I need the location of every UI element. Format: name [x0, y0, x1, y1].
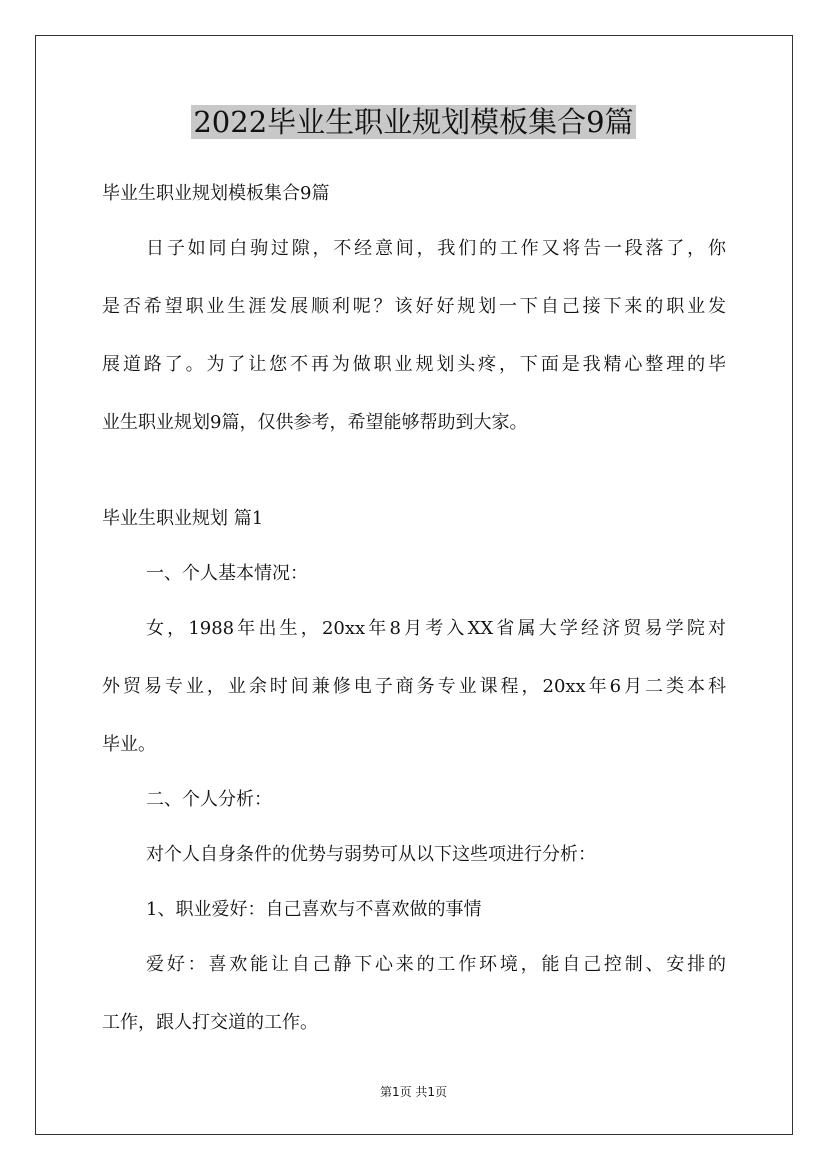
intro-line: 展道路了。为了让您不再为做职业规划头疼，下面是我精心整理的毕 — [102, 354, 726, 375]
subtitle: 毕业生职业规划模板集合9篇 — [102, 183, 330, 204]
document-title-text: 2022毕业生职业规划模板集合9篇 — [193, 105, 634, 139]
item1-line: 女，1988年出生，20xx年8月考入XX省属大学经济贸易学院对 — [146, 618, 726, 639]
item2-intro: 对个人自身条件的优势与弱势可从以下这些项进行分析： — [146, 844, 596, 865]
hobby-line: 爱好：喜欢能让自己静下心来的工作环境，能自己控制、安排的 — [146, 954, 726, 975]
section-spacer — [102, 441, 726, 501]
page-footer: 第1页 共1页 — [379, 1085, 448, 1099]
item1-heading: 一、个人基本情况： — [146, 563, 308, 584]
item2-heading: 二、个人分析： — [146, 789, 272, 810]
intro-line: 日子如同白驹过隙，不经意间，我们的工作又将告一段落了，你 — [146, 238, 726, 259]
item1-line: 外贸易专业，业余时间兼修电子商务专业课程，20xx年6月二类本科 — [102, 676, 726, 697]
subitem1-heading: 1、职业爱好：自己喜欢与不喜欢做的事情 — [146, 899, 482, 920]
item1-paragraph — [102, 611, 726, 763]
intro-line: 是否希望职业生涯发展顺利呢？该好好规划一下自己接下来的职业发 — [102, 296, 726, 317]
hobby-line: 工作，跟人打交道的工作。 — [102, 1012, 318, 1033]
hobby-paragraph — [102, 947, 726, 1041]
document-title — [0, 102, 827, 142]
intro-line: 业生职业规划9篇，仅供参考，希望能够帮助到大家。 — [102, 412, 528, 433]
section-heading: 毕业生职业规划 篇1 — [102, 508, 264, 529]
document-body — [102, 176, 726, 1041]
item1-line: 毕业。 — [102, 734, 156, 755]
intro-paragraph — [102, 231, 726, 441]
